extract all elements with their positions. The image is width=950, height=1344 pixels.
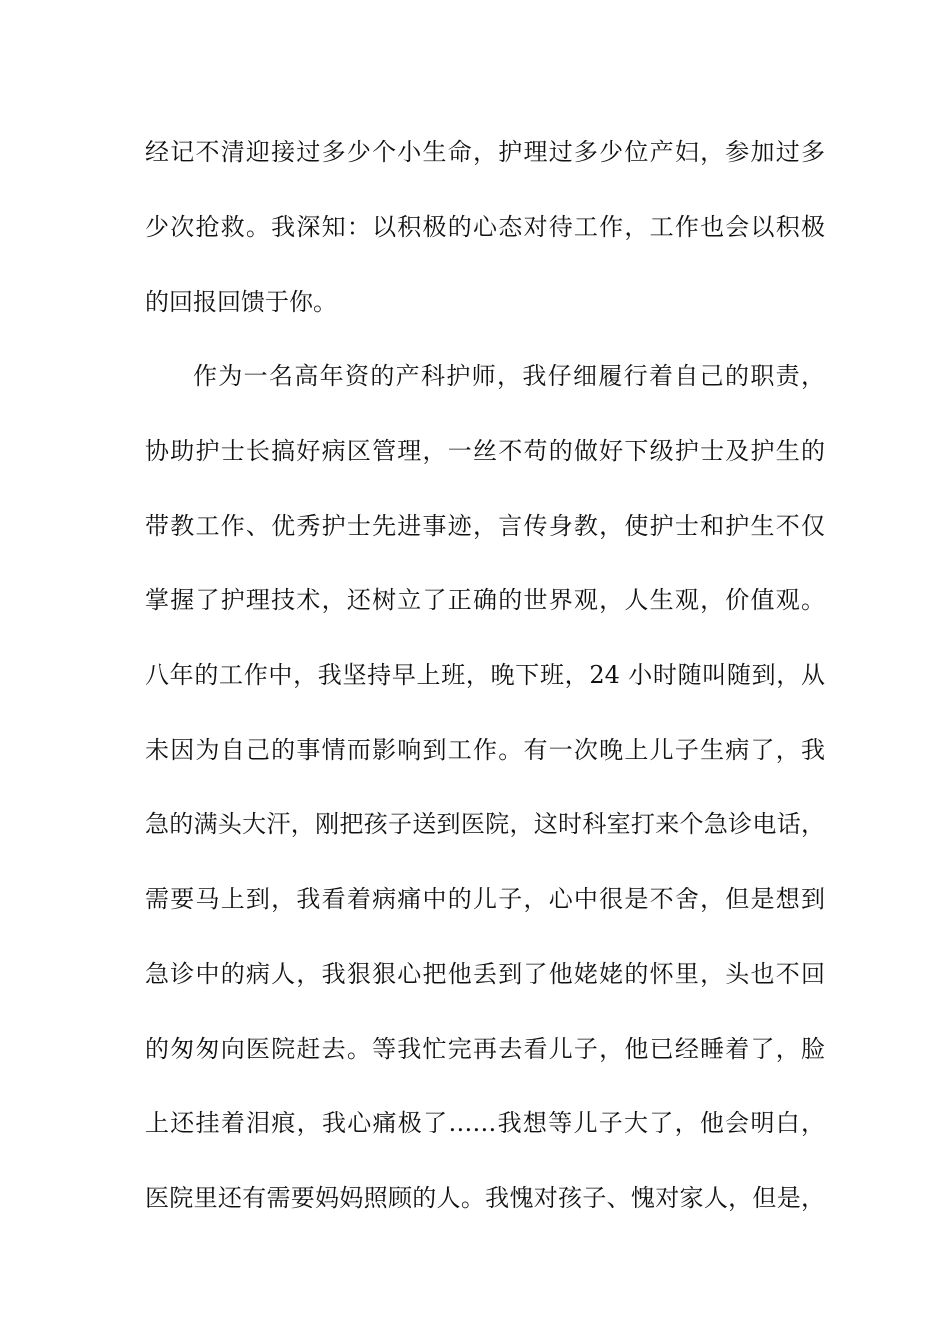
text-line: 医院里还有需要妈妈照顾的人。我愧对孩子、愧对家人，但是， bbox=[145, 1184, 825, 1212]
paragraph-start-line: 作为一名高年资的产科护师，我仔细履行着自己的职责， bbox=[193, 362, 825, 390]
text-line: 需要马上到，我看着病痛中的儿子，心中很是不舍，但是想到 bbox=[145, 885, 825, 913]
text-line: 急的满头大汗，刚把孩子送到医院，这时科室打来个急诊电话， bbox=[145, 810, 825, 838]
text-line: 的匆匆向医院赶去。等我忙完再去看儿子，他已经睡着了，脸 bbox=[145, 1035, 825, 1063]
text-line: 带教工作、优秀护士先进事迹，言传身教，使护士和护生不仅 bbox=[145, 512, 825, 540]
text-line: 上还挂着泪痕，我心痛极了……我想等儿子大了，他会明白， bbox=[145, 1109, 825, 1137]
text-line: 八年的工作中，我坚持早上班，晚下班，24 小时随叫随到，从 bbox=[145, 661, 825, 689]
text-line: 经记不清迎接过多少个小生命，护理过多少位产妇，参加过多 bbox=[145, 138, 825, 166]
text-line: 的回报回馈于你。 bbox=[145, 288, 337, 316]
text-line: 急诊中的病人，我狠狠心把他丢到了他姥姥的怀里，头也不回 bbox=[145, 960, 825, 988]
text-line: 少次抢救。我深知：以积极的心态对待工作，工作也会以积极 bbox=[145, 213, 825, 241]
text-line: 未因为自己的事情而影响到工作。有一次晚上儿子生病了，我 bbox=[145, 736, 825, 764]
text-line: 协助护士长搞好病区管理，一丝不苟的做好下级护士及护生的 bbox=[145, 437, 825, 465]
text-line: 掌握了护理技术，还树立了正确的世界观，人生观，价值观。 bbox=[145, 586, 825, 614]
